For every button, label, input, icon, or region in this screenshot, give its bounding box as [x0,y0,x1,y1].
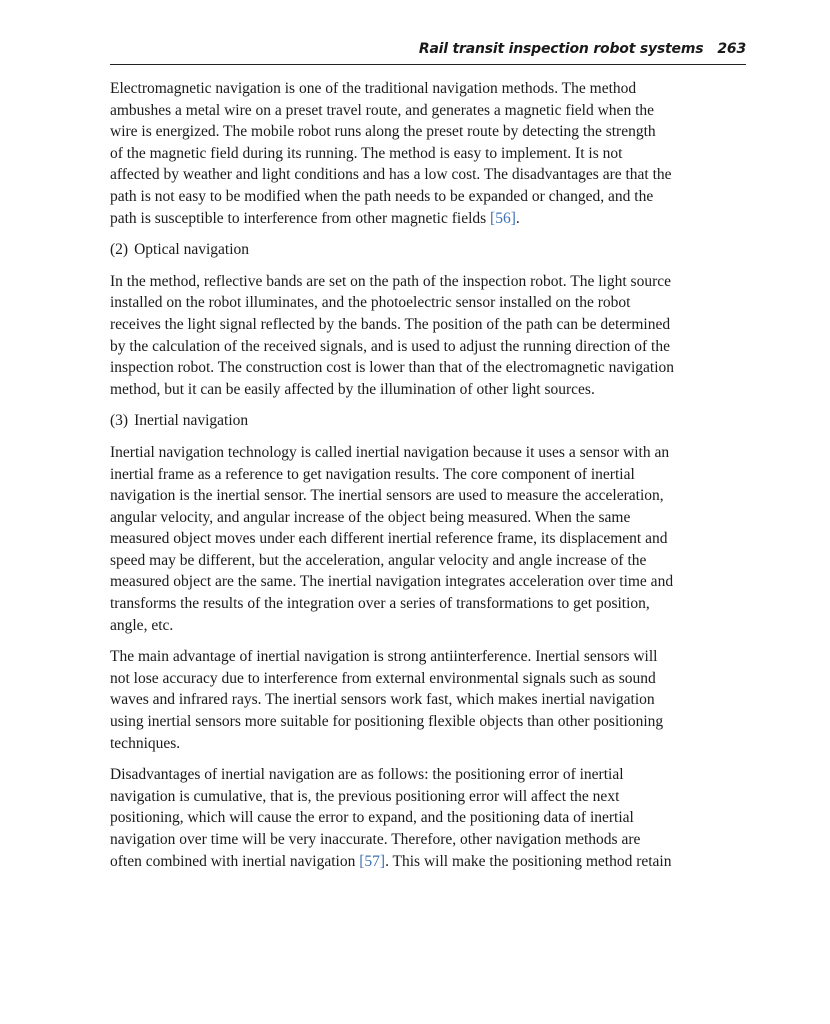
text-line: angular velocity, and angular increase of the object being measured. When the same [110,508,631,526]
text-line: using inertial sensors more suitable for positioning flexible objects than other positioning [110,713,664,731]
text-segment: . This will make the positioning method retain [385,852,672,870]
paragraph-optical [110,271,738,401]
section-title: Optical navigation [134,241,250,259]
text-line: ambushes a metal wire on a preset travel route, and generates a magnetic field when the [110,101,654,119]
section-heading-inertial-navigation [110,410,738,432]
text-line: navigation over time will be very inaccurate. Therefore, other navigation methods are [110,831,641,848]
text-line: wire is energized. The mobile robot runs along the preset route by detecting the strength [110,123,656,141]
page-body [110,78,738,882]
text-line: method, but it can be easily affected by the illumination of other light sources. [110,380,595,398]
text-line: The main advantage of inertial navigation is strong antiinterference. Inertial sensors will [110,648,658,666]
text-line: inspection robot. The construction cost is lower than that of the electromagnetic navigation [110,359,675,377]
text-line: installed on the robot illuminates, and the photoelectric sensor installed on the robot [110,294,631,312]
text-line [110,208,738,230]
text-line: of the magnetic field during its running. The method is easy to implement. It is not [110,144,623,162]
section-heading-optical-navigation [110,239,738,261]
text-segment: path is susceptible to interference from other magnetic fields [110,209,491,227]
text-line: Inertial navigation technology is called inertial navigation because it uses a sensor with an [110,443,670,461]
text-line: waves and infrared rays. The inertial sensors work fast, which makes inertial navigation [110,691,655,709]
text-line: measured object moves under each different inertial reference frame, its displacement and [110,530,668,548]
text-line: inertial frame as a reference to get navigation results. The core component of inertial [110,465,635,483]
section-number: (2) [110,241,129,259]
text-line: measured object are the same. The inertial navigation integrates acceleration over time and [110,573,674,591]
text-segment: often combined with inertial navigation [110,852,360,870]
text-line: speed may be different, but the acceleration, angular velocity and angle increase of the [110,551,647,569]
running-header [110,38,746,65]
paragraph-electromagnetic [110,78,738,229]
text-line: receives the light signal reflected by the bands. The position of the path can be determined [110,315,671,333]
text-line: Electromagnetic navigation is one of the traditional navigation methods. The method [110,80,637,97]
text-line: Disadvantages of inertial navigation are as follows: the positioning error of inertial [110,766,624,784]
text-line: positioning, which will cause the error to expand, and the positioning data of inertial [110,809,634,827]
text-line: navigation is the inertial sensor. The inertial sensors are used to measure the acceleration, [110,487,664,505]
section-number: (3) [110,412,129,430]
text-line: transforms the results of the integration over a series of transformations to get position, [110,595,650,613]
text-line: affected by weather and light conditions and has a low cost. The disadvantages are that the [110,166,672,184]
text-line: navigation is cumulative, that is, the previous positioning error will affect the next [110,787,620,805]
paragraph-inertial-advantages [110,646,738,754]
text-line: In the method, reflective bands are set on the path of the inspection robot. The light source [110,272,671,290]
citation-link-57[interactable]: [57] [359,852,386,870]
paragraph-inertial-disadvantages [110,764,738,872]
text-line: not lose accuracy due to interference from external environmental signals such as sound [110,669,656,687]
text-segment: . [515,209,520,227]
page-number: 263 [717,41,746,57]
text-line: angle, etc. [110,616,174,634]
text-line: by the calculation of the received signals, and is used to adjust the running direction of the [110,337,670,355]
text-line: path is not easy to be modified when the path needs to be expanded or changed, and the [110,187,654,205]
section-title: Inertial navigation [134,412,249,430]
text-line: techniques. [110,734,181,752]
citation-link-56[interactable]: [56] [490,209,516,227]
paragraph-inertial-definition [110,442,738,636]
running-title: Rail transit inspection robot systems [418,41,704,57]
text-line [110,851,738,873]
